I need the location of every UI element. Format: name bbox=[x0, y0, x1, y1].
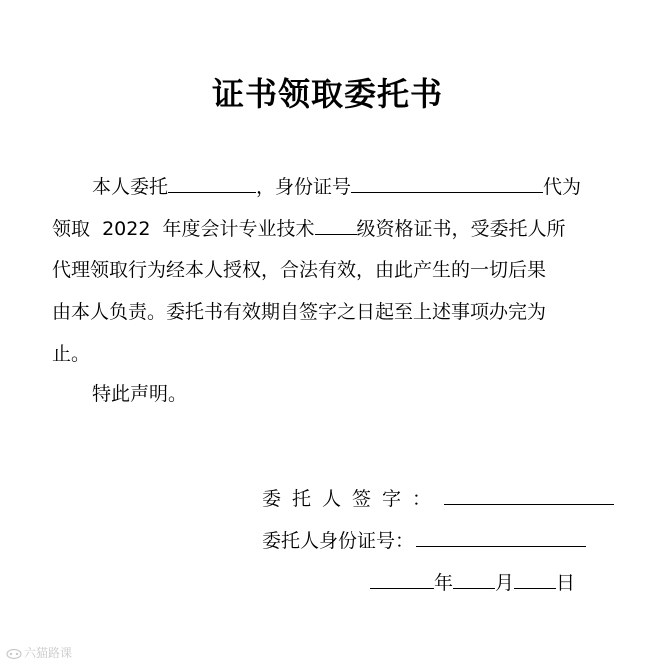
blank-qualification-level bbox=[315, 214, 357, 235]
body-line-4: 由本人负责。委托书有效期自签字之日起至上述事项办完为 bbox=[52, 301, 547, 323]
body-line-3: 代理领取行为经本人授权，合法有效，由此产生的一切后果 bbox=[52, 259, 547, 281]
watermark bbox=[6, 645, 72, 661]
client-signature-blank bbox=[444, 484, 614, 505]
year-label: 年 bbox=[434, 572, 454, 594]
watermark-logo-icon bbox=[6, 648, 22, 660]
body-text: ，身份证号 bbox=[256, 176, 352, 198]
client-signature-row bbox=[262, 484, 612, 513]
body-line-1 bbox=[92, 172, 652, 201]
client-id-label: 委托人身份证号： bbox=[262, 530, 415, 552]
page-title: 证书领取委托书 bbox=[211, 75, 443, 113]
body-line-2 bbox=[52, 214, 612, 243]
client-id-row bbox=[262, 526, 612, 555]
blank-trustee-name bbox=[168, 172, 256, 193]
watermark-text: 六猫路课 bbox=[24, 646, 73, 660]
month-blank bbox=[453, 568, 495, 589]
client-signature-label: 委托人签字： bbox=[262, 488, 443, 510]
body-line-5: 止。 bbox=[52, 343, 91, 365]
body-text: 代为 bbox=[543, 176, 582, 198]
month-label: 月 bbox=[495, 572, 515, 594]
day-blank bbox=[514, 568, 556, 589]
body-text: 本人委托 bbox=[92, 176, 169, 198]
declaration-line: 特此声明。 bbox=[92, 383, 188, 405]
body-text: 领取 2022 年度会计专业技术 bbox=[52, 218, 315, 240]
body-text: 级资格证书，受委托人所 bbox=[356, 218, 566, 240]
year-blank bbox=[370, 568, 434, 589]
day-label: 日 bbox=[556, 572, 576, 594]
blank-trustee-id bbox=[351, 172, 543, 193]
date-row bbox=[370, 568, 575, 597]
client-id-blank bbox=[416, 526, 586, 547]
